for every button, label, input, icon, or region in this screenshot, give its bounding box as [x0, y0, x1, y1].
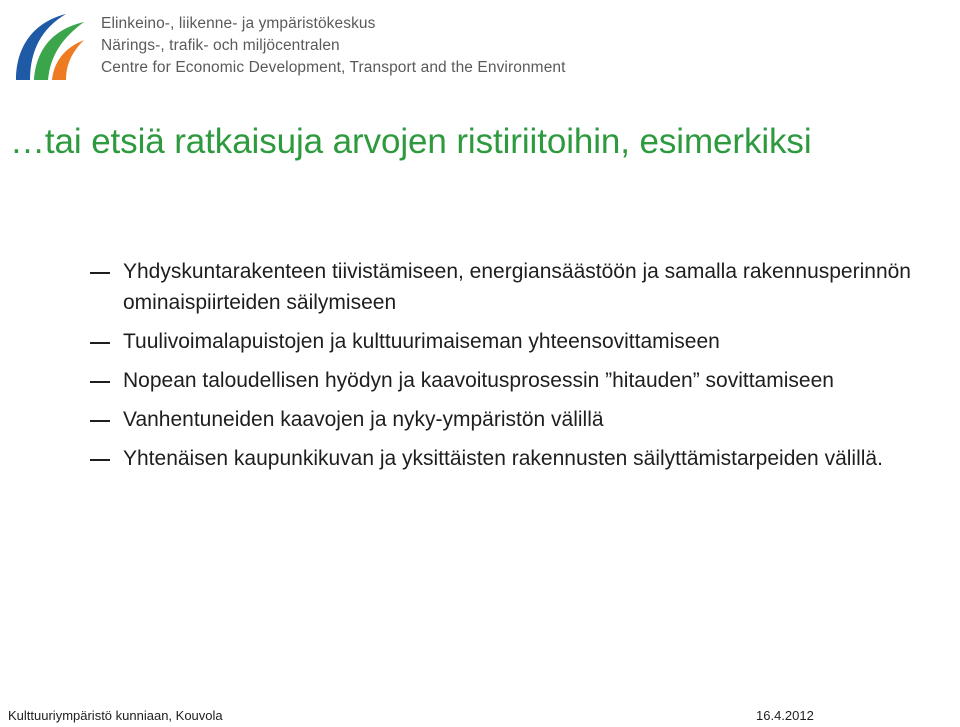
list-item: Tuulivoimalapuistojen ja kulttuurimaiseman yhteensovittamiseen — [90, 326, 940, 357]
slide-title: …tai etsiä ratkaisuja arvojen ristiriitoihin, esimerkiksi — [10, 122, 812, 161]
list-item: Nopean taloudellisen hyödyn ja kaavoitusprosessin ”hitauden” sovittamiseen — [90, 365, 940, 396]
org-name-english: Centre for Economic Development, Transport and the Environment — [101, 59, 566, 76]
ely-centre-logo-icon — [10, 6, 88, 86]
org-name-finnish: Elinkeino-, liikenne- ja ympäristökeskus — [101, 15, 376, 32]
bullet-list — [90, 256, 940, 482]
footer-date: 16.4.2012 — [756, 708, 814, 723]
org-name-swedish: Närings-, trafik- och miljöcentralen — [101, 37, 340, 54]
list-item: Vanhentuneiden kaavojen ja nyky-ympäristön välillä — [90, 404, 940, 435]
footer-event-name: Kulttuuriympäristö kunniaan, Kouvola — [8, 708, 223, 723]
slide-header — [0, 0, 960, 100]
list-item: Yhtenäisen kaupunkikuvan ja yksittäisten rakennusten säilyttämistarpeiden välillä. — [90, 443, 940, 474]
organization-names — [101, 13, 566, 79]
list-item: Yhdyskuntarakenteen tiivistämiseen, energiansäästöön ja samalla rakennusperinnön ominaispiirteiden säilymiseen — [90, 256, 940, 318]
